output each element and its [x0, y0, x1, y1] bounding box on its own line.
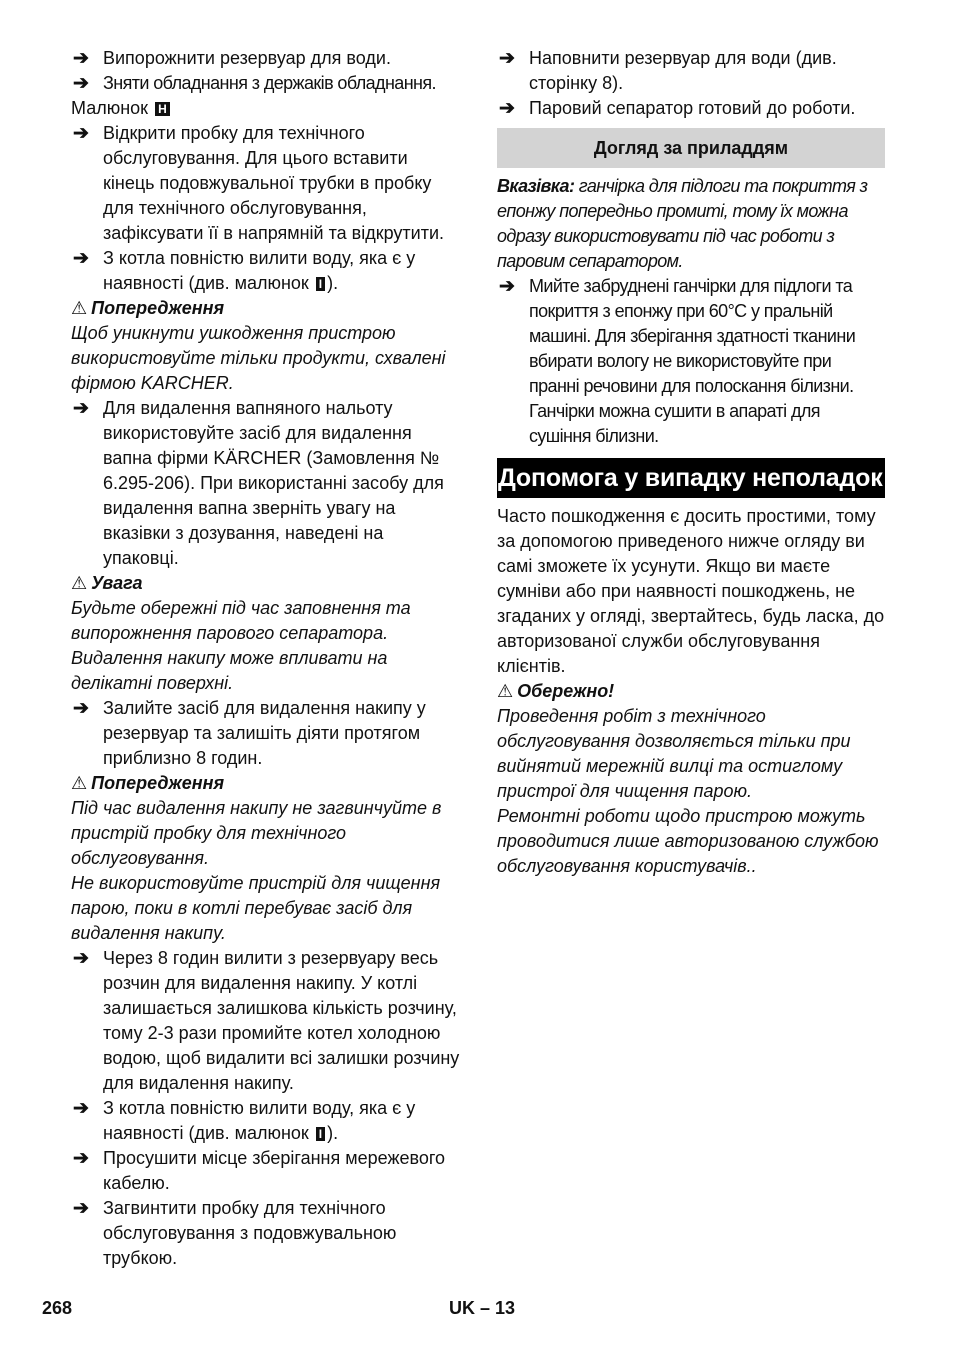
list-item-text: Випорожнити резервуар для води. — [103, 48, 391, 68]
bullet-arrow-icon: ➔ — [73, 123, 89, 144]
list-item — [71, 246, 461, 296]
list-item — [71, 946, 461, 1096]
caution-heading: ⚠ Увага — [71, 573, 143, 593]
bullet-arrow-icon: ➔ — [73, 1198, 89, 1219]
warning-triangle-icon: ⚠ — [71, 298, 88, 318]
list-item-text: Паровий сепаратор готовий до роботи. — [529, 98, 856, 118]
list-item-text-end: ). — [327, 1123, 339, 1143]
list-item — [497, 96, 885, 121]
warning-heading: ⚠ Попередження — [71, 298, 225, 318]
figure-h-marker: H — [155, 102, 170, 116]
list-item-text: Просушити місце зберігання мережевого кабелю. — [103, 1148, 446, 1193]
bullet-arrow-icon: ➔ — [499, 48, 515, 69]
list-item-text: Для видалення вапняного нальоту використовуйте засіб для видалення вапна фірми KÄRCHER (Замовлення № 6.295-206). При використанні засобу для видалення вапна зверніть увагу на вказівки з дозування, наведені на упаковці. — [103, 398, 444, 568]
bullet-arrow-icon: ➔ — [73, 73, 89, 94]
warning-text: Не використовуйте пристрій для чищення парою, поки в котлі перебуває засіб для видалення накипу. — [71, 873, 441, 943]
right-column — [497, 46, 885, 879]
danger-text: Ремонтні роботи щодо пристрою можуть проводитися лише авторизованою службою обслуговування користувачів.. — [497, 806, 879, 876]
warning-triangle-icon: ⚠ — [71, 573, 88, 593]
left-column — [71, 46, 461, 1271]
list-item-text: Відкрити пробку для технічного обслуговування. Для цього вставити кінець подовжувальної трубки в пробку для технічного обслуговування, зафіксувати її в напрямній та відкрутити. — [103, 123, 445, 243]
figure-i-marker: I — [316, 1127, 325, 1141]
list-item-text: З котла повністю вилити воду, яка є у наявності (див. малюнок — [103, 248, 416, 293]
list-item — [71, 121, 461, 246]
list-item-text: Через 8 годин вилити з резервуару весь розчин для видалення накипу. У котлі залишається залишкова кількість розчину, тому 2-3 рази промийте котел холодною водою, щоб видалити всі залишки розчину для видалення накипу. — [103, 948, 460, 1093]
bullet-arrow-icon: ➔ — [73, 1098, 89, 1119]
list-item-text: Мийте забруднені ганчірки для підлоги та покриття з епонжу при 60°C у пральній машині. Для зберігання здатності тканини вбирати вологу не використовуйте при пранні речовини для полоскання білизни. Ганчірки можна сушити в апараті для сушіння білизни. — [529, 276, 856, 446]
bullet-arrow-icon: ➔ — [499, 98, 515, 119]
warning-heading: ⚠ Попередження — [71, 773, 225, 793]
section-heading-accessory-care: Догляд за приладдям — [497, 128, 885, 168]
list-item-text-end: ). — [327, 273, 339, 293]
list-item — [71, 1096, 461, 1146]
bullet-arrow-icon: ➔ — [73, 48, 89, 69]
danger-text: Проведення робіт з технічного обслуговування дозволяється тільки при вийнятий мережній вилці та остиглому пристрої для чищення парою. — [497, 706, 851, 801]
note-label: Вказівка: — [497, 176, 575, 196]
list-item — [497, 46, 885, 96]
figure-reference — [71, 96, 461, 121]
list-item-text: Залийте засіб для видалення накипу у резервуар та залишіть діяти протягом приблизно 8 годин. — [103, 698, 426, 768]
danger-heading: ⚠ Обережно! — [497, 681, 615, 701]
list-item — [497, 274, 885, 449]
bullet-arrow-icon: ➔ — [73, 698, 89, 719]
bullet-arrow-icon: ➔ — [73, 1148, 89, 1169]
section-page-label: UK – 13 — [449, 1298, 516, 1318]
note-paragraph — [497, 174, 885, 274]
list-item-text: З котла повністю вилити воду, яка є у наявності (див. малюнок — [103, 1098, 416, 1143]
list-item-text: Зняти обладнання з держаків обладнання. — [103, 73, 436, 93]
note-text: ганчірка для підлоги та покриття з епонжу попередньо промиті, тому їх можна одразу використовувати під час роботи з паровим сепаратором. — [497, 176, 868, 271]
list-item-text: Наповнити резервуар для води (див. сторінку 8). — [529, 48, 837, 93]
list-item — [71, 696, 461, 771]
warning-text: Щоб уникнути ушкодження пристрою використовуйте тільки продукти, схвалені фірмою KARCHER. — [71, 323, 446, 393]
warning-triangle-icon: ⚠ — [497, 681, 514, 701]
list-item — [71, 71, 461, 96]
page-number: 268 — [42, 1298, 73, 1318]
bullet-arrow-icon: ➔ — [73, 948, 89, 969]
list-item — [71, 1146, 461, 1196]
list-item — [71, 46, 461, 71]
list-item — [71, 396, 461, 571]
list-item-text: Загвинтити пробку для технічного обслуговування з подовжувальною трубкою. — [103, 1198, 397, 1268]
caution-text: Будьте обережні під час заповнення та випорожнення парового сепаратора. Видалення накипу може впливати на делікатні поверхні. — [71, 598, 411, 693]
bullet-arrow-icon: ➔ — [499, 276, 515, 297]
warning-triangle-icon: ⚠ — [71, 773, 88, 793]
troubleshooting-intro: Часто пошкодження є досить простими, тому за допомогою приведеного нижче огляду ви самі зможете їх усунути. Якщо ви маєте сумніви або при наявності пошкоджень, не згаданих у огляді, звертайтесь, будь ласка, до авторизованої служби обслуговування клієнтів. — [497, 506, 885, 676]
bullet-arrow-icon: ➔ — [73, 398, 89, 419]
bullet-arrow-icon: ➔ — [73, 248, 89, 269]
list-item — [71, 1196, 461, 1271]
section-heading-troubleshooting: Допомога у випадку неполадок — [497, 458, 885, 498]
figure-i-marker: I — [316, 277, 325, 291]
warning-text: Під час видалення накипу не загвинчуйте в пристрій пробку для технічного обслуговування. — [71, 798, 442, 868]
figure-label: Малюнок — [71, 98, 149, 118]
